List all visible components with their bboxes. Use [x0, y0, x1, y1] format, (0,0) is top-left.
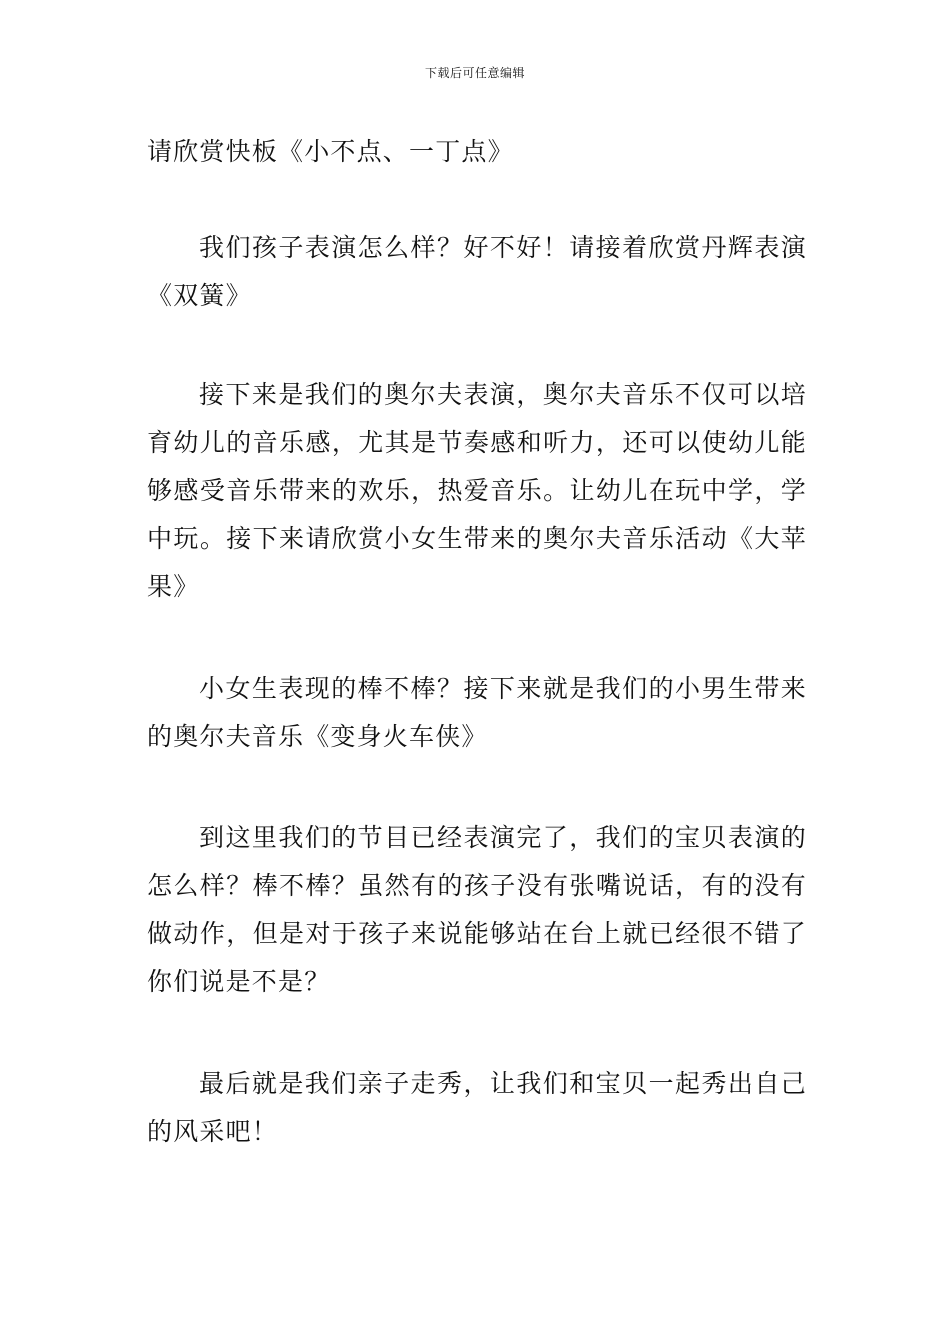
- paragraph-1: 请欣赏快板《小不点、一丁点》: [147, 137, 514, 166]
- paragraph-4: 小女生表现的棒不棒？接下来就是我们的小男生带来的奥尔夫音乐《变身火车侠》: [147, 674, 807, 751]
- paragraph-5: 到这里我们的节目已经表演完了，我们的宝贝表演的怎么样？棒不棒？虽然有的孩子没有张嘴说话，有的没有做动作，但是对于孩子来说能够站在台上就已经很不错了你们说是不是？: [147, 823, 807, 996]
- paragraph-2: 我们孩子表演怎么样？好不好！请接着欣赏丹辉表演《双簧》: [147, 233, 807, 310]
- paragraph-6: 最后就是我们亲子走秀，让我们和宝贝一起秀出自己的风采吧！: [147, 1069, 807, 1146]
- paragraph-3: 接下来是我们的奥尔夫表演，奥尔夫音乐不仅可以培育幼儿的音乐感，尤其是节奏感和听力，还可以使幼儿能够感受音乐带来的欢乐，热爱音乐。让幼儿在玩中学，学中玩。接下来请欣赏小女生带来的奥尔夫音乐活动《大苹果》: [147, 380, 807, 601]
- page-header-note: 下载后可任意编辑: [424, 66, 525, 80]
- document-body: [147, 128, 807, 1156]
